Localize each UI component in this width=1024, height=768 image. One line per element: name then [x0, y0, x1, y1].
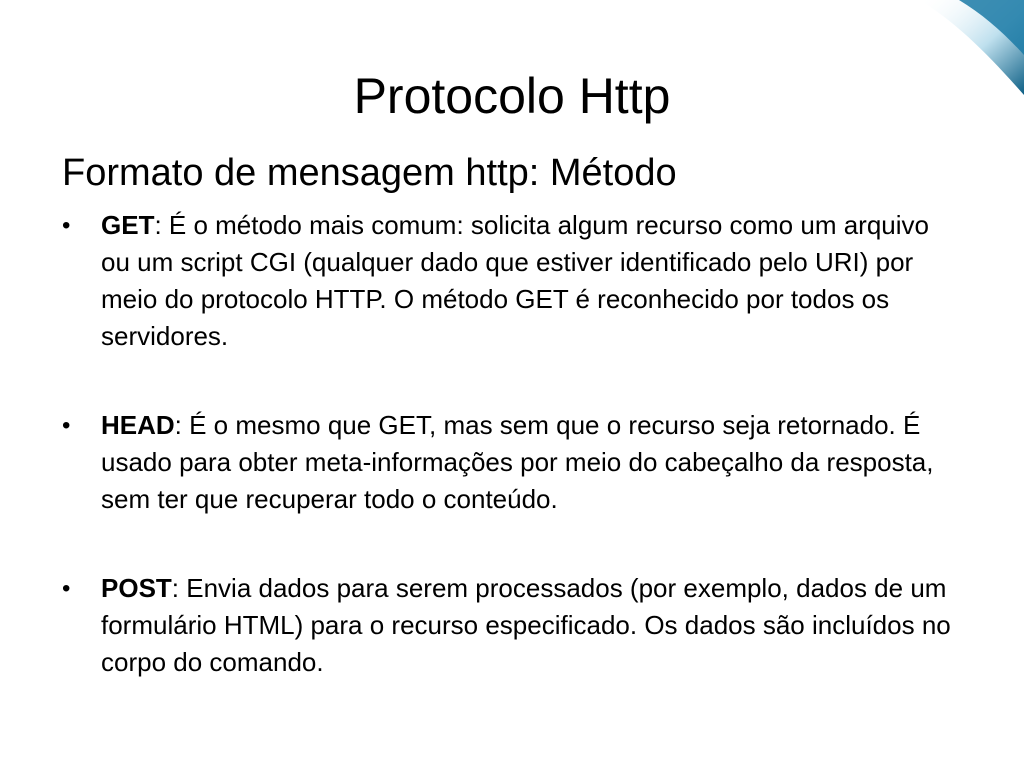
- method-term: GET: [101, 210, 155, 240]
- slide-subtitle: Formato de mensagem http: Método: [62, 152, 677, 194]
- bullet-item-post: [62, 570, 962, 681]
- method-term: HEAD: [101, 410, 175, 440]
- method-description: : Envia dados para serem processados (por exemplo, dados de um formulário HTML) para o recurso especificado. Os dados são incluídos no corpo do comando.: [101, 573, 951, 677]
- bullet-list: [62, 207, 962, 733]
- bullet-marker: •: [62, 212, 71, 239]
- method-description: : É o método mais comum: solicita algum recurso como um arquivo ou um script CGI (qualquer dado que estiver identificado pelo URI) por meio do protocolo HTTP. O método GET é reconhecido por todos os servidores.: [101, 210, 929, 351]
- method-term: POST: [101, 573, 172, 603]
- method-description: : É o mesmo que GET, mas sem que o recurso seja retornado. É usado para obter meta-informações por meio do cabeçalho da resposta, sem ter que recuperar todo o conteúdo.: [101, 410, 934, 514]
- bullet-marker: •: [62, 575, 71, 602]
- slide-title: Protocolo Http: [353, 68, 671, 124]
- bullet-item-head: [62, 407, 962, 518]
- bullet-marker: •: [62, 412, 71, 439]
- bullet-item-get: [62, 207, 962, 355]
